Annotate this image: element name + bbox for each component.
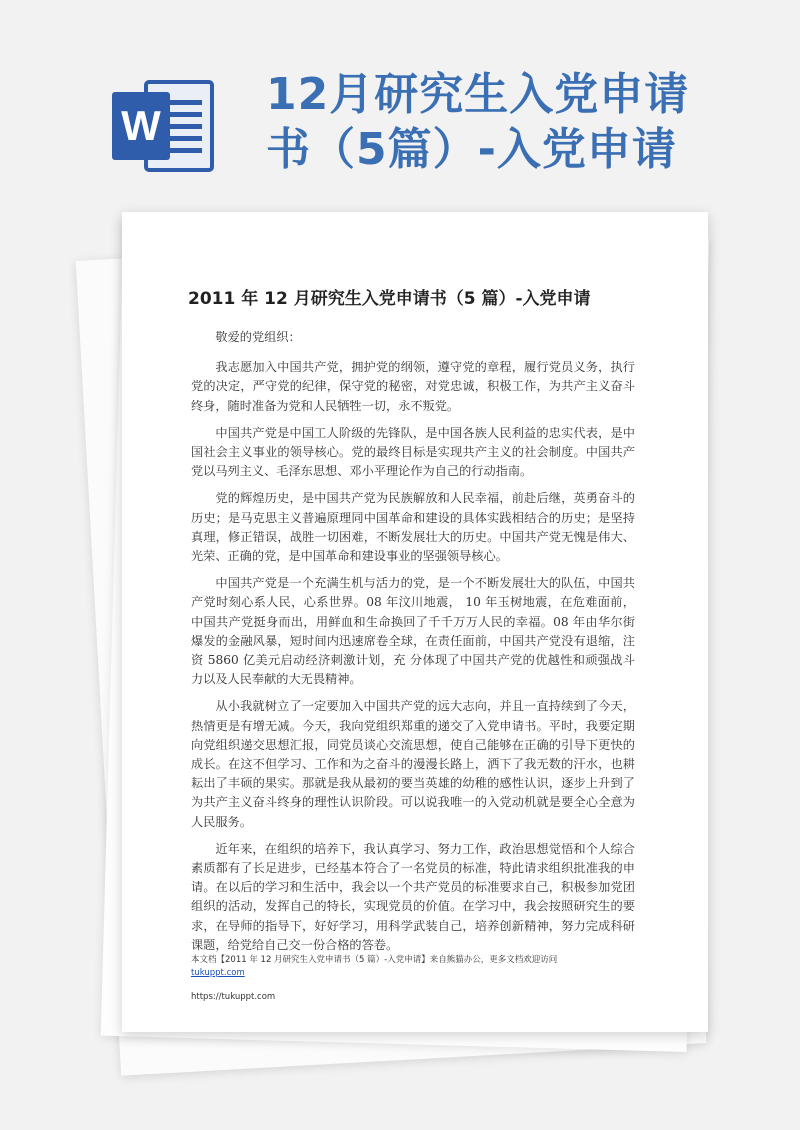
footer-note <box>191 954 651 980</box>
footer-url[interactable]: https://tukuppt.com <box>191 992 276 1002</box>
paragraph: 我志愿加入中国共产党，拥护党的纲领，遵守党的章程，履行党员义务，执行党的决定，严守党的纪律，保守党的秘密，对党忠诚，积极工作，为共产主义奋斗终身，随时准备为党和人民牺牲一切，永不叛党。 <box>191 360 635 413</box>
paragraph: 中国共产党是中国工人阶级的先锋队，是中国各族人民利益的忠实代表，是中国社会主义事业的领导核心。党的最终目标是实现共产主义的社会制度。中国共产党以马列主义、毛泽东思想、邓小平理论作为自己的行动指南。 <box>191 425 635 479</box>
salutation: 敬爱的党组织： <box>215 330 301 344</box>
document-title: 2011 年 12 月研究生入党申请书（5 篇）-入党申请 <box>188 289 591 309</box>
footer-link[interactable]: tukuppt.com <box>191 968 245 978</box>
svg-text:W: W <box>121 102 161 149</box>
document-page <box>122 212 708 1032</box>
paragraph: 从小我就树立了一定要加入中国共产党的远大志向，并且一直持续到了今天，热情更是有增无减。今天，我向党组织郑重的递交了入党申请书。平时，我要定期向党组织递交思想汇报，同党员谈心交流思想，使自己能够在正确的引导下更快的成长。在这不但学习、工作和为之奋斗的漫漫长路上，洒下了我无数的汗水，也耕耘出了丰硕的果实。那就是我从最初的要当英雄的幼稚的感性认识，逐步上升到了为共产主义奋斗终身的理性认识阶段。可以说我唯一的入党动机就是要全心全意为人民服务。 <box>191 699 635 829</box>
header-title-line-1: 12月研究生入党申请 <box>266 69 690 120</box>
paragraph: 近年来，在组织的培养下，我认真学习、努力工作，政治思想觉悟和个人综合素质都有了长足进步，已经基本符合了一名党员的标准，特此请求组织批准我的申请。在以后的学习和生活中，我会以一个共产党员的标准要求自己，积极参加党团组织的活动，发挥自己的特长，实现党员的价值。在学习中，我会按照研究生的要求，在导师的指导下，好好学习，用科学武装自己，培养创新精神，努力完成科研课题，给党给自己交一份合格的答卷。 <box>191 841 635 952</box>
word-document-icon <box>110 74 214 176</box>
header-title-line-2: 书（5篇）-入党申请 <box>266 124 677 175</box>
document-body <box>191 328 635 963</box>
footer-note-text: 本文档【2011 年 12 月研究生入党申请书（5 篇）-入党申请】来自熊猫办公，更多文档欢迎访问 <box>191 955 558 965</box>
paragraph: 党的辉煌历史，是中国共产党为民族解放和人民幸福，前赴后继，英勇奋斗的历史；是马克思主义普遍原理同中国革命和建设的具体实践相结合的历史；是坚持真理，修正错误，战胜一切困难，不断发展壮大的历史。中国共产党无愧是伟大、光荣、正确的党，是中国革命和建设事业的坚强领导核心。 <box>191 491 635 564</box>
paragraph: 中国共产党是一个充满生机与活力的党，是一个不断发展壮大的队伍，中国共产党时刻心系人民，心系世界。08 年汶川地震， 10 年玉树地震，在危难面前，中国共产党挺身而出，用鲜血和生命换回了千千万万人民的幸福。08 年由华尔街爆发的金融风暴，短时间内迅速席卷全球，在责任面前，中国共产党没有退缩，注资 5860 亿美元启动经济刺激计划，充 分体现了中国共产党的优越性和顽强战斗力以及人民奉献的大无畏精神。 <box>191 576 635 687</box>
header <box>0 0 800 200</box>
